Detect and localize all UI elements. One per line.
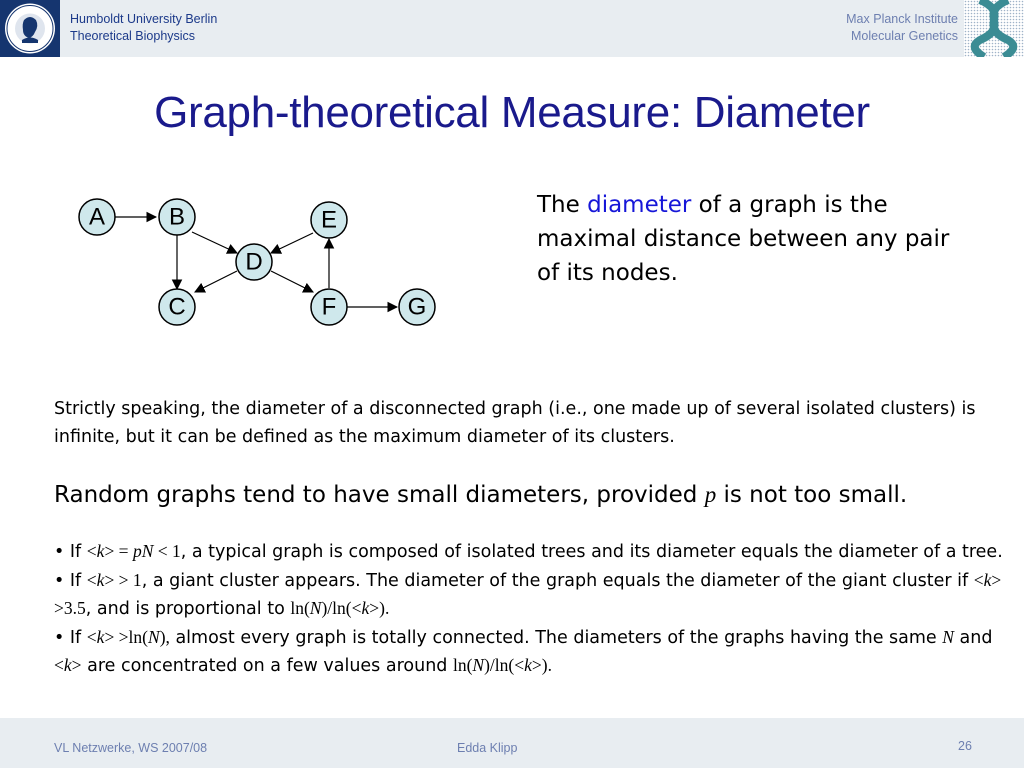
example-graph: [60, 182, 480, 342]
graph-node-b: [159, 199, 195, 235]
svg-text:A: A: [88, 203, 106, 231]
bullet-list: [54, 538, 1004, 681]
institute-line2: Molecular Genetics: [851, 29, 958, 43]
svg-text:G: G: [407, 293, 427, 321]
bullet-item: • If <k> >ln(N), almost every graph is totally connected. The diameters of the graphs having the same N and <k> are concentrated on a few values around ln(N)/ln(<k>).: [54, 626, 993, 676]
svg-text:C: C: [168, 293, 186, 321]
bullet-item: • If <k> = pN < 1, a typical graph is composed of isolated trees and its diameter equals the diameter of a tree.: [54, 541, 1003, 562]
random-graphs-statement: [54, 478, 1014, 512]
graph-node-e: [311, 202, 347, 238]
svg-text:E: E: [320, 206, 338, 234]
definition-term: diameter: [587, 192, 692, 218]
institute-name: [846, 11, 958, 45]
slide-title: Graph-theoretical Measure: Diameter: [154, 88, 870, 137]
header-bar: [0, 0, 1024, 57]
svg-text:B: B: [168, 203, 186, 231]
para2-post: is not too small.: [716, 482, 908, 508]
para2-pre: Random graphs tend to have small diameters, provided: [54, 482, 705, 508]
graph-node-a: [79, 199, 115, 235]
dna-logo: [964, 0, 1024, 57]
footer-bar: [0, 718, 1024, 768]
definition-post: of a graph is the maximal distance between any pair of its nodes.: [537, 192, 950, 286]
graph-node-c: [159, 289, 195, 325]
page-number: 26: [958, 739, 972, 753]
disconnected-note: Strictly speaking, the diameter of a disconnected graph (i.e., one made up of several isolated clusters) is infinite, but it can be defined as the maximum diameter of its clusters.: [54, 399, 976, 447]
edge-b-d: [192, 232, 237, 253]
humboldt-logo: [0, 0, 60, 57]
institute-line1: Max Planck Institute: [846, 12, 958, 26]
graph-node-f: [311, 289, 347, 325]
edge-d-f: [271, 271, 313, 292]
university-name: [70, 11, 217, 45]
footer-course: VL Netzwerke, WS 2007/08: [54, 741, 208, 755]
variable-p: p: [704, 482, 717, 507]
bullet-item: • If <k> > 1, a giant cluster appears. The diameter of the graph equals the diameter of the giant cluster if <k> >3.5, and is proportional to ln(N)/ln(<k>).: [54, 569, 1002, 619]
diameter-definition: [537, 188, 957, 290]
university-line2: Theoretical Biophysics: [70, 29, 196, 43]
footer-author: Edda Klipp: [457, 741, 518, 755]
svg-text:F: F: [321, 293, 337, 321]
university-line1: Humboldt University Berlin: [70, 12, 218, 26]
svg-text:D: D: [245, 248, 263, 276]
edge-d-c: [195, 271, 237, 292]
edge-e-d: [271, 233, 313, 253]
definition-pre: The: [537, 192, 588, 218]
graph-node-d: [236, 244, 272, 280]
graph-node-g: [399, 289, 435, 325]
